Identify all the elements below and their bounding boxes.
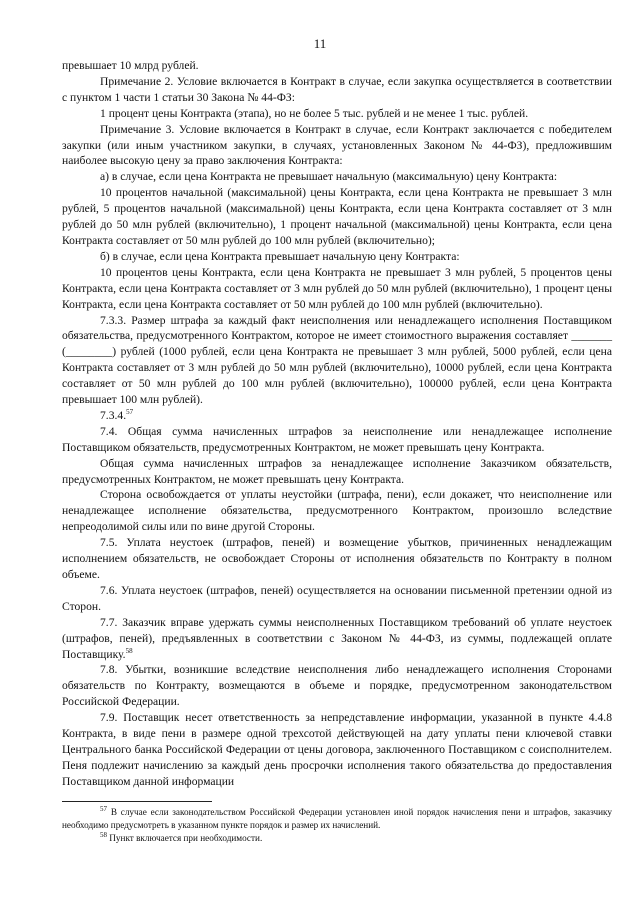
paragraph bbox=[62, 408, 612, 424]
document-body bbox=[62, 58, 612, 790]
footnote-ref: 58 bbox=[125, 646, 133, 655]
paragraph bbox=[62, 535, 612, 583]
paragraph bbox=[62, 424, 612, 456]
footnotes bbox=[62, 806, 612, 845]
paragraph-text: Сторона освобождается от уплаты неустойки (штрафа, пени), если докажет, что неисполнение или ненадлежащее исполнение обязательства, предусмотренного Контрактом, произошло вследствие непреодолимой силы или по вине другой Стороны. bbox=[62, 488, 612, 534]
paragraph bbox=[62, 249, 612, 265]
footnote-text: В случае если законодательством Российской Федерации установлен иной порядок начисления пени и штрафов, заказчику необходимо предусмотреть в указанном пункте порядок и размер их начислений. bbox=[62, 807, 612, 830]
paragraph bbox=[62, 265, 612, 313]
footnote-number: 57 bbox=[100, 804, 107, 813]
paragraph-text: 10 процентов цены Контракта, если цена Контракта не превышает 3 млн рублей, 5 процентов цены Контракта, если цена Контракта составляет от 3 млн рублей до 50 млн рублей (включительно), 1 процент цены Контракта, если цена Контракта составляет от 50 млн рублей до 100 млн рублей (включительно). bbox=[62, 265, 612, 311]
paragraph-text: 7.3.3. Размер штрафа за каждый факт неисполнения или ненадлежащего исполнения Поставщиком обязательства, предусмотренного Контрактом, которое не имеет стоимостного выражения составляет _______ (________) рублей (1000 рублей, если цена Контракта не превышает 3 млн рублей, 5000 рублей, если цена Контракта составляет от 3 млн рублей до 50 млн рублей (включительно), 10000 рублей, если цена Контракта составляет от 50 млн рублей до 100 млн рублей (включительно), 100000 рублей, если цена Контракта превышает 100 млн рублей). bbox=[62, 313, 612, 407]
paragraph bbox=[62, 169, 612, 185]
footnote-number: 58 bbox=[100, 830, 107, 839]
paragraph-text: 7.4. Общая сумма начисленных штрафов за неисполнение или ненадлежащее исполнение Поставщиком обязательств, предусмотренных Контрактом, не может превышать цену Контракта. bbox=[62, 424, 612, 454]
paragraph bbox=[62, 185, 612, 249]
paragraph-text: Примечание 2. Условие включается в Контракт в случае, если закупка осуществляется в соответствии с пунктом 1 части 1 статьи 30 Закона № 44-ФЗ: bbox=[62, 74, 612, 104]
paragraph-text: Примечание 3. Условие включается в Контракт в случае, если Контракт заключается с победителем закупки (или иным участником закупки, в случаях, установленных Законом № 44-ФЗ), предложившим наиболее высокую цену за право заключения Контракта: bbox=[62, 122, 612, 168]
paragraph bbox=[62, 456, 612, 488]
paragraph-text: 7.3.4. bbox=[100, 408, 127, 422]
paragraph bbox=[62, 106, 612, 122]
page-number: 11 bbox=[313, 36, 327, 51]
paragraph-text: а) в случае, если цена Контракта не превышает начальную (максимальную) цену Контракта: bbox=[100, 170, 558, 184]
paragraph bbox=[62, 122, 612, 170]
paragraph bbox=[62, 313, 612, 408]
paragraph bbox=[62, 662, 612, 710]
footnote-text: Пункт включается при необходимости. bbox=[109, 833, 263, 843]
paragraph-text: 7.6. Уплата неустоек (штрафов, пеней) осуществляется на основании письменной претензии одной из Сторон. bbox=[62, 583, 612, 613]
paragraph bbox=[62, 583, 612, 615]
paragraph bbox=[62, 74, 612, 106]
paragraph-text: б) в случае, если цена Контракта превышает начальную цену Контракта: bbox=[100, 249, 460, 263]
footnote bbox=[62, 806, 612, 832]
paragraph bbox=[62, 487, 612, 535]
paragraph-text: 1 процент цены Контракта (этапа), но не более 5 тыс. рублей и не менее 1 тыс. рублей. bbox=[100, 106, 529, 120]
paragraph bbox=[62, 58, 612, 74]
footnote-ref: 57 bbox=[126, 408, 134, 417]
paragraph-text: 7.9. Поставщик несет ответственность за непредставление информации, указанной в пункте 4.4.8 Контракта, в виде пени в размере одной трехсотой действующей на дату уплаты пени ключевой ставки Центрального банка Российской Федерации от цены договора, заключенного Поставщиком с соисполнителем. Пеня подлежит начислению за каждый день просрочки исполнения такого обязательства до предоставления Поставщиком данной информации bbox=[62, 711, 612, 788]
paragraph bbox=[62, 615, 612, 663]
paragraph-text: 7.5. Уплата неустоек (штрафов, пеней) и возмещение убытков, причиненных ненадлежащим исполнением обязательств, не освобождает Стороны от исполнения обязательств по Контракту в полном объеме. bbox=[62, 536, 612, 581]
paragraph-text: Общая сумма начисленных штрафов за ненадлежащее исполнение Заказчиком обязательств, предусмотренных Контрактом, не может превышать цену Контракта. bbox=[62, 456, 612, 486]
paragraph bbox=[62, 710, 612, 790]
footnote bbox=[62, 832, 612, 845]
paragraph-text: 10 процентов начальной (максимальной) цены Контракта, если цена Контракта не превышает 3 млн рублей, 5 процентов начальной (максимальной) цены Контракта, если цена Контракта составляет от 3 млн рублей до 50 млн рублей (включительно), 1 процент начальной (максимальной) цены Контракта, если цена Контракта составляет от 50 млн рублей до 100 млн рублей (включительно); bbox=[62, 186, 612, 247]
footnote-separator bbox=[62, 801, 212, 802]
paragraph-text: 7.8. Убытки, возникшие вследствие неисполнения либо ненадлежащего исполнения Сторонами обязательств по Контракту, возмещаются в объеме и порядке, предусмотренном законодательством Российской Федерации. bbox=[62, 663, 612, 709]
paragraph-text: 7.7. Заказчик вправе удержать суммы неисполненных Поставщиком требований об уплате неустоек (штрафов, пеней), предъявленных в соответствии с Законом № 44-ФЗ, из суммы, подлежащей оплате Поставщику. bbox=[62, 615, 612, 661]
paragraph-text: превышает 10 млрд рублей. bbox=[62, 59, 199, 72]
